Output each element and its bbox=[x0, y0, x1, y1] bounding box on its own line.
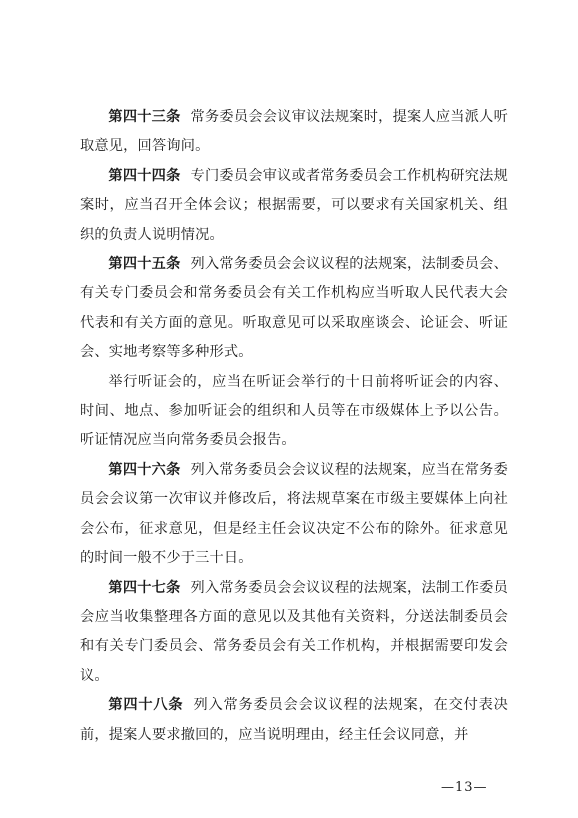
article-text: 常务委员会会议审议法规案时，提案人应当派人听取意见，回答询问。 bbox=[80, 109, 508, 155]
article-number: 第四十七条 bbox=[108, 579, 181, 596]
paragraph-text: 举行听证会的，应当在听证会举行的十日前将听证会的内容、时间、地点、参加听证会的组织和人员等在市级媒体上予以公告。听证情况应当向常务委员会报告。 bbox=[80, 373, 508, 449]
article-48-paragraph bbox=[80, 691, 508, 750]
hearing-paragraph bbox=[80, 368, 508, 456]
article-number: 第四十五条 bbox=[108, 256, 181, 273]
article-46-paragraph bbox=[80, 456, 508, 574]
article-text: 专门委员会审议或者常务委员会工作机构研究法规案时，应当召开全体会议；根据需要，可以要求有关国家机关、组织的负责人说明情况。 bbox=[80, 167, 508, 243]
article-text: 列入常务委员会会议议程的法规案，法制工作委员会应当收集整理各方面的意见以及其他有关资料，分送法制委员会和有关专门委员会、常务委员会有关工作机构，并根据需要印发会议。 bbox=[80, 579, 508, 684]
article-number: 第四十四条 bbox=[108, 167, 181, 184]
article-text: 列入常务委员会会议议程的法规案，在交付表决前，提案人要求撤回的，应当说明理由，经主任会议同意，并 bbox=[80, 697, 508, 743]
article-45-paragraph bbox=[80, 250, 508, 368]
article-text: 列入常务委员会会议议程的法规案，应当在常务委员会会议第一次审议并修改后，将法规草案在市级主要媒体上向社会公布，征求意见，但是经主任会议决定不公布的除外。征求意见的时间一般不少于三十日。 bbox=[80, 461, 508, 567]
article-44-paragraph bbox=[80, 162, 508, 250]
page-number: —13— bbox=[441, 780, 488, 795]
article-text: 列入常务委员会会议议程的法规案，法制委员会、有关专门委员会和常务委员会有关工作机构应当听取人民代表大会代表和有关方面的意见。听取意见可以采取座谈会、论证会、听证会、实地考察等多种形式。 bbox=[80, 256, 508, 361]
article-number: 第四十六条 bbox=[108, 461, 181, 478]
document-body bbox=[80, 103, 508, 750]
article-number: 第四十八条 bbox=[108, 697, 184, 714]
article-number: 第四十三条 bbox=[108, 109, 181, 125]
article-47-paragraph bbox=[80, 574, 508, 692]
article-43-paragraph bbox=[80, 103, 508, 162]
